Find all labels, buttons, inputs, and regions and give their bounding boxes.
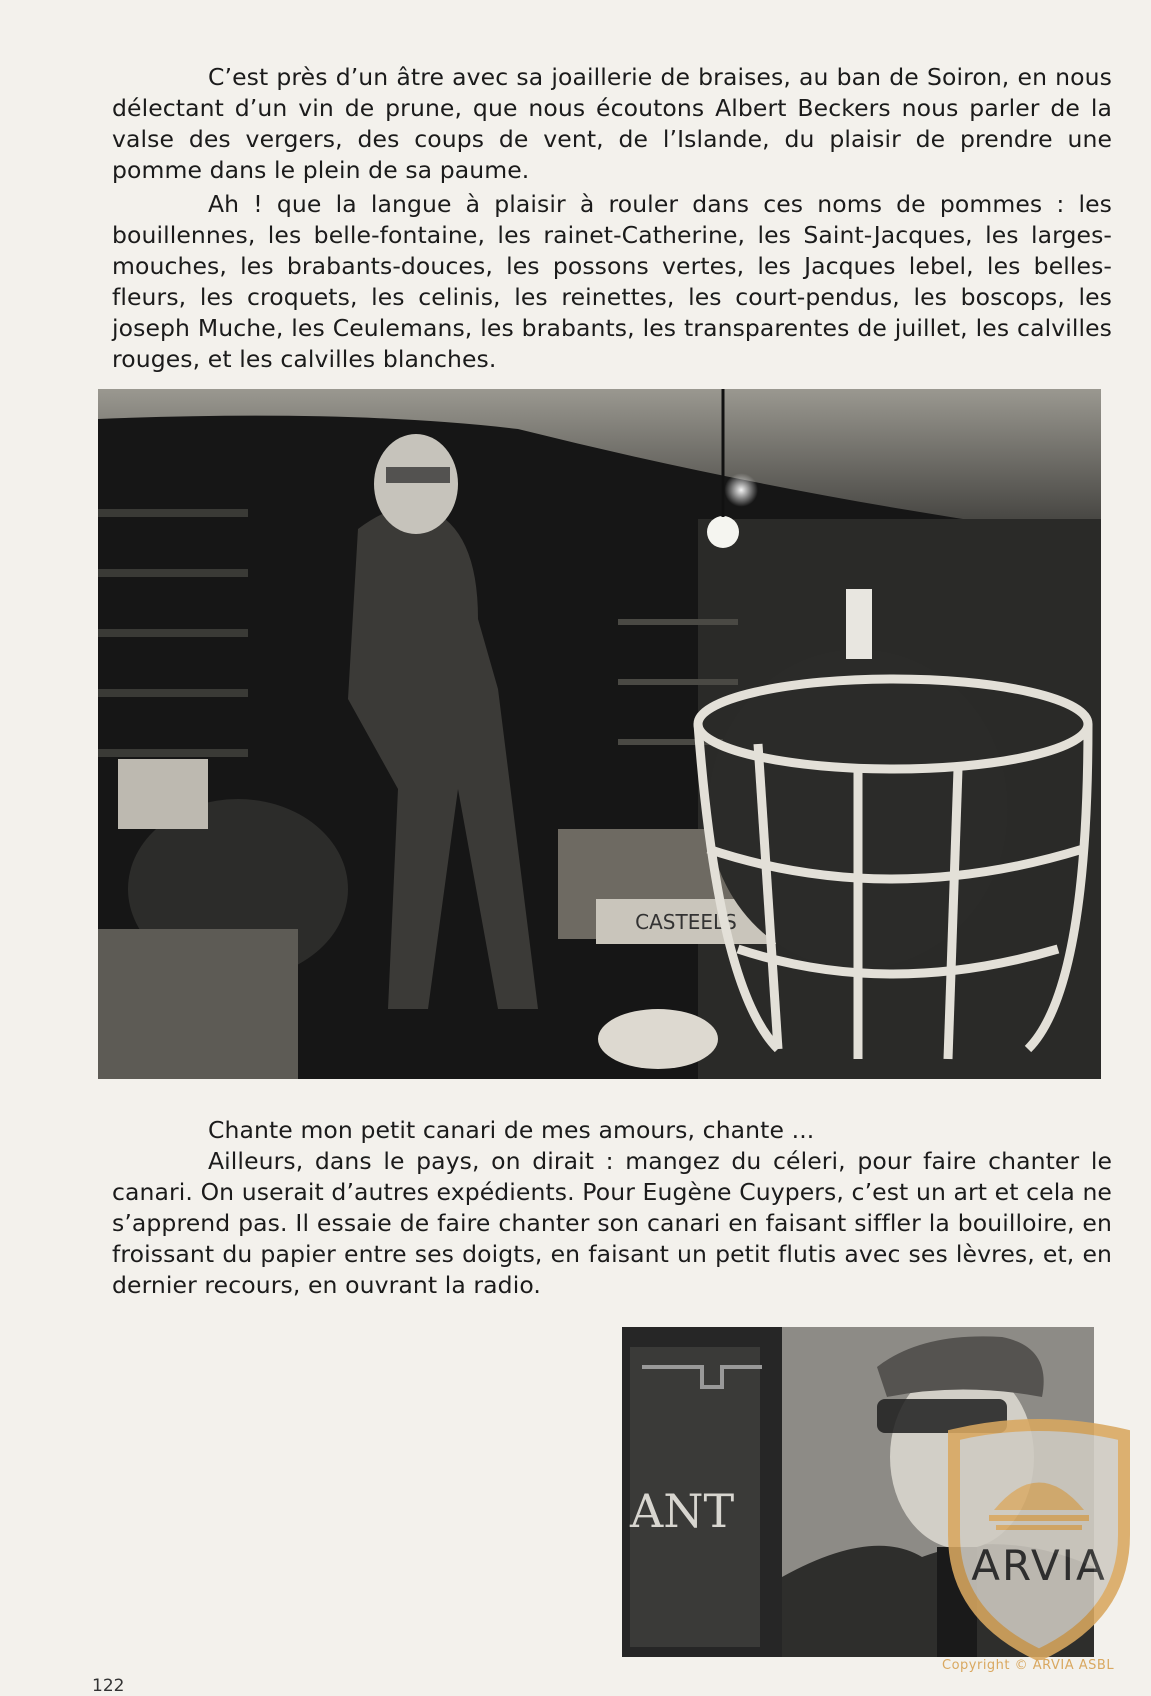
paragraph-apple-names: Ah ! que la langue à plaisir à rouler dans ces noms de pommes : les bouillennes, les belle-fontaine, les rainet-Catherine, les Saint-Jacques, les larges-mouches, les brabants-douces, les possons vertes, les Jacques lebel, les belles-fleurs, les croquets, les celinis, les reinettes, les court-pendus, les boscops, les joseph Muche, les Ceulemans, les brabants, les transparentes de juillet, les calvilles rouges, et les calvilles blanches. [112, 190, 1112, 373]
cellar-photo [98, 389, 1101, 1079]
shop-sign-text: ANT [630, 1484, 735, 1538]
paragraph-intro: C’est près d’un âtre avec sa joaillerie de braises, au ban de Soiron, en nous délectant d’un vin de prune, que nous écoutons Albert Beckers nous parler de la valse des vergers, des coups de vent, de l’Islande, du plaisir de prendre une pomme dans le plein de sa paume. [112, 63, 1112, 184]
copyright-notice: Copyright © ARVIA ASBL [942, 1658, 1115, 1673]
crate-label: CASTEELS [635, 910, 737, 934]
arvia-watermark [934, 1415, 1144, 1660]
paragraph-canary-method: Ailleurs, dans le pays, on dirait : mangez du céleri, pour faire chanter le canari. On userait d’autres expédients. Pour Eugène Cuypers, c’est un art et cela ne s’apprend pas. Il essaie de faire chanter son canari en faisant siffler la bouilloire, en froissant du papier entre ses doigts, en faisant un petit flutis avec ses lèvres, et, en dernier recours, en ouvrant la radio. [112, 1147, 1112, 1299]
arvia-shield-icon [934, 1415, 1144, 1660]
paragraph-canary-song: Chante mon petit canari de mes amours, chante ... [208, 1116, 815, 1144]
page-number: 122 [92, 1676, 125, 1696]
watermark-text: ARVIA [971, 1541, 1107, 1590]
